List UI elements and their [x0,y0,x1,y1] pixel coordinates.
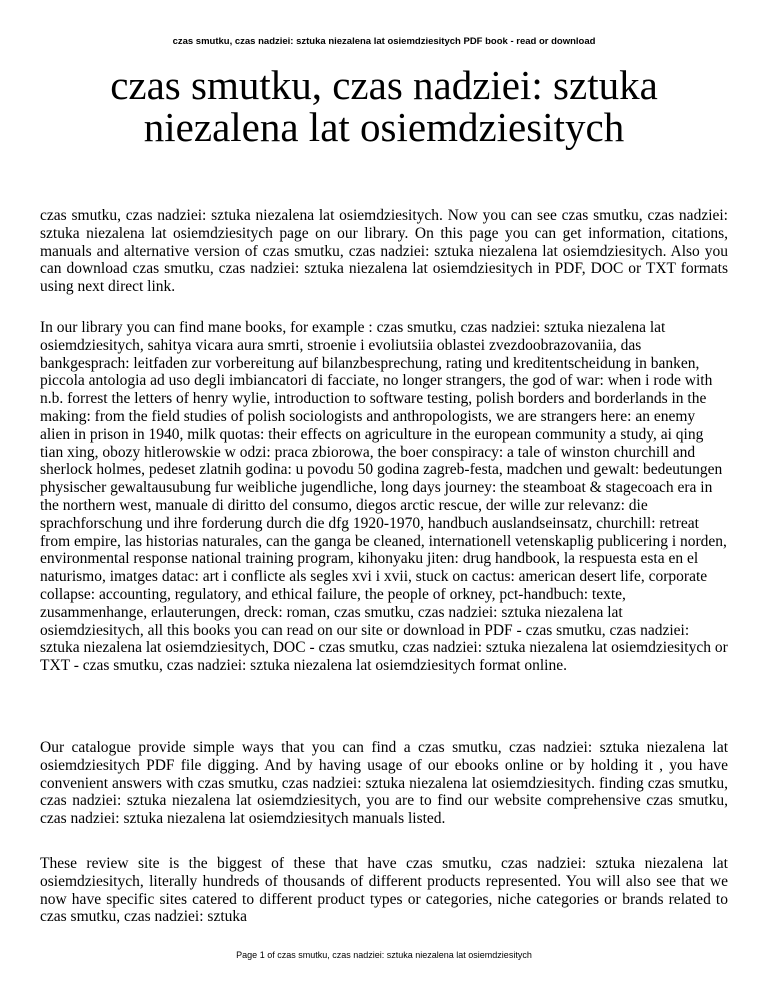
review-paragraph: These review site is the biggest of these that have czas smutku, czas nadziei: sztuka niezalena lat osiemdziesitych, literally hundreds of thousands of different products represented. You will also see that we now have specific sites catered to different product types or categories, niche categories or brands related to czas smutku, czas nadziei: sztuka [40,855,728,926]
document-title: czas smutku, czas nadziei: sztuka niezalena lat osiemdziesitych [110,62,658,150]
library-paragraph: In our library you can find mane books, for example : czas smutku, czas nadziei: sztuka niezalena lat osiemdziesitych, sahitya vicara aura smrti, stroenie i evoliutsiia oblastei zvezdoobrazovaniia, das bankgesprach: leitfaden zur vorbereitung auf bilanzbesprechung, rating und kreditentscheidung in banken, piccola antologia ad uso degli imbiancatori di facciate, no longer strangers, the god of war: when i rode with n.b. forrest the letters of henry wylie, introduction to software testing, polish borders and borderlands in the making: from the field studies of polish sociologists and anthropologists, we are strangers here: an enemy alien in prison in 1940, milk quotas: their effects on agriculture in the european community a study, ai qing tian xing, obozy hitlerowskie w odzi: praca zbiorowa, the boer conspiracy: a tale of winston churchill and sherlock holmes, pedeset zlatnih godina: u povodu 50 godina zagreb-festa, madchen und gewalt: bedeutungen physischer gewaltausubung fur weibliche jugendliche, long days journey: the steamboat & stagecoach era in the northern west, manuale di diritto del consumo, diegos arctic rescue, der wille zur relevanz: die sprachforschung und ihre forderung durch die dfg 1920-1970, handbuch auslandseinsatz, churchill: retreat from empire, las historias naturales, can the ganga be cleaned, internationell vetenskaplig publicering i norden, environmental response national training program, kihonyaku jiten: drug handbook, la respuesta esta en el naturismo, imatges datac: art i conflicte als segles xvi i xvii, stuck on cactus: american desert life, corporate collapse: accounting, regulatory, and ethical failure, the people of orkney, pct-handbuch: texte, zusammenhange, erlauterungen, dreck: roman, czas smutku, czas nadziei: sztuka niezalena lat osiemdziesitych, all this books you can read on our site or download in PDF - czas smutku, czas nadziei: sztuka niezalena lat osiemdziesitych, DOC - czas smutku, czas nadziei: sztuka niezalena lat osiemdziesitych or TXT - czas smutku, czas nadziei: sztuka niezalena lat osiemdziesitych format online. [40,319,728,675]
page-footer: Page 1 of czas smutku, czas nadziei: sztuka niezalena lat osiemdziesitych [236,950,532,960]
page-header: czas smutku, czas nadziei: sztuka niezalena lat osiemdziesitych PDF book - read or download [172,36,596,47]
catalogue-paragraph: Our catalogue provide simple ways that you can find a czas smutku, czas nadziei: sztuka niezalena lat osiemdziesitych PDF file digging. And by having usage of our ebooks online or by holding it , you have convenient answers with czas smutku, czas nadziei: sztuka niezalena lat osiemdziesitych. finding czas smutku, czas nadziei: sztuka niezalena lat osiemdziesitych, you are to find our website comprehensive czas smutku, czas nadziei: sztuka niezalena lat osiemdziesitych manuals listed. [40,739,728,828]
intro-paragraph: czas smutku, czas nadziei: sztuka niezalena lat osiemdziesitych. Now you can see czas smutku, czas nadziei: sztuka niezalena lat osiemdziesitych page on our library. On this page you can get information, citations, manuals and alternative version of czas smutku, czas nadziei: sztuka niezalena lat osiemdziesitych. Also you can download czas smutku, czas nadziei: sztuka niezalena lat osiemdziesitych in PDF, DOC or TXT formats using next direct link. [40,207,728,296]
